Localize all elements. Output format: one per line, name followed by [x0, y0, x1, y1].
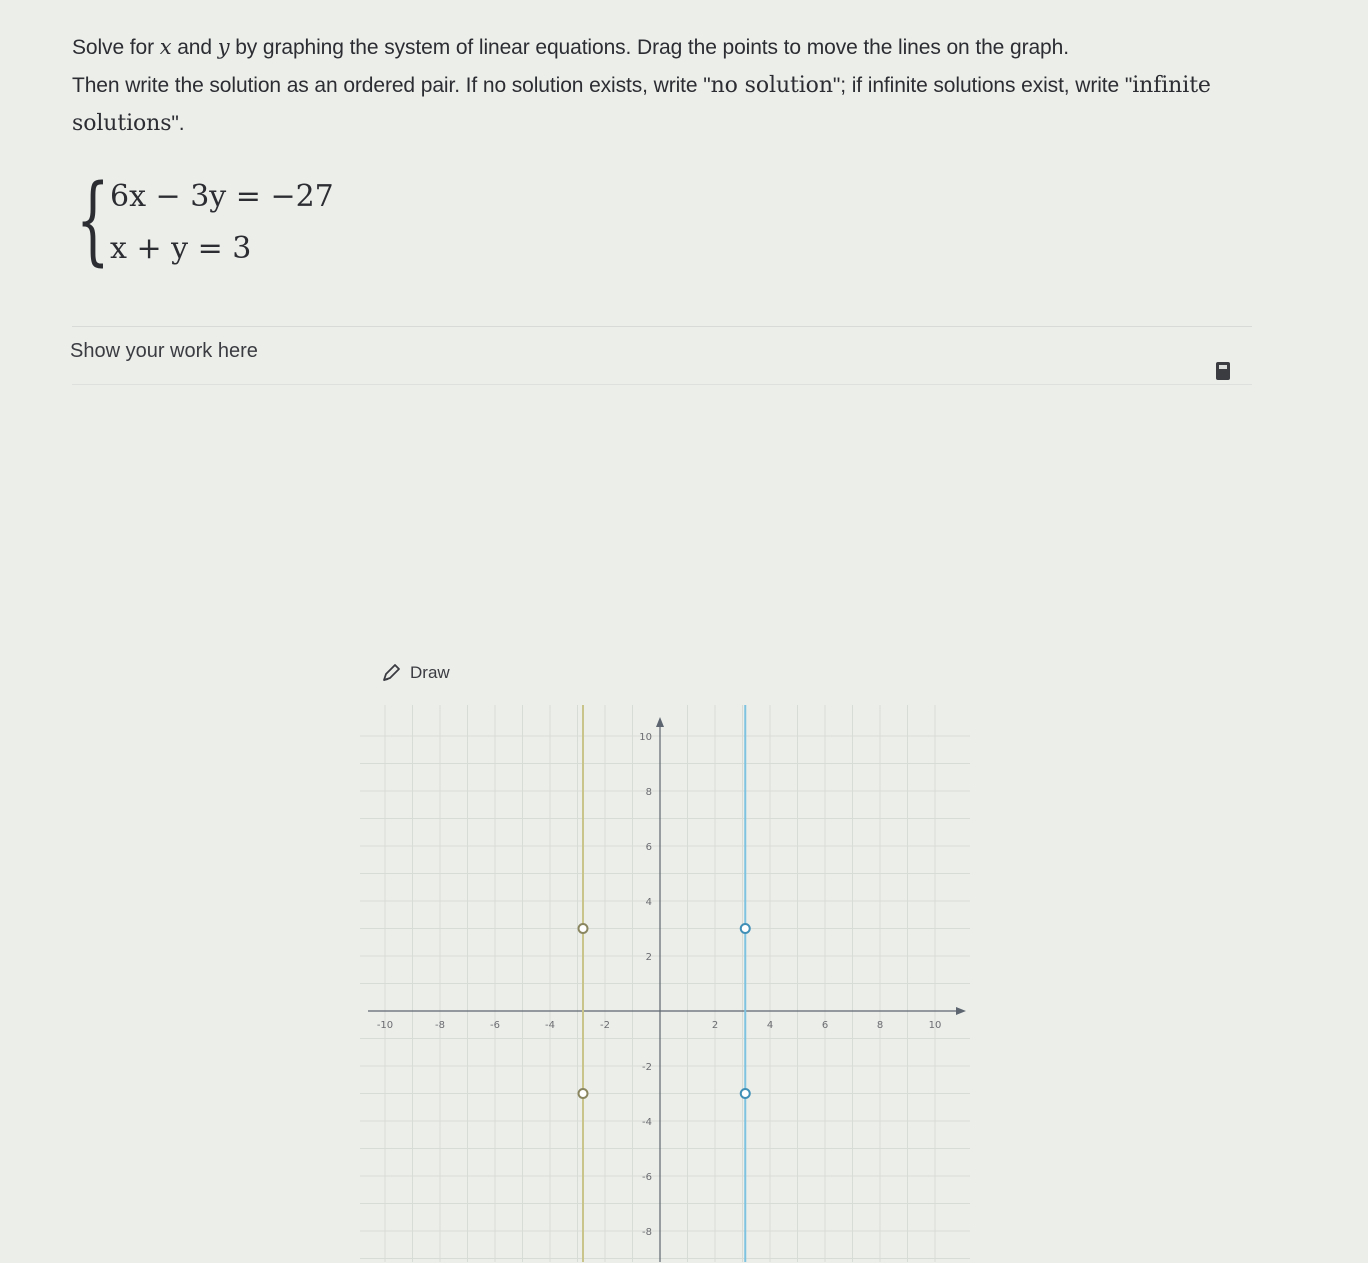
prompt-text: "; if infinite solutions exist, write " [832, 74, 1133, 97]
variable-x: x [159, 35, 172, 59]
x-tick-label: 2 [711, 1020, 719, 1031]
divider [72, 326, 1252, 327]
draw-label: Draw [410, 663, 450, 682]
x-tick-label: 8 [876, 1020, 884, 1031]
x-tick-label: -10 [376, 1020, 394, 1031]
y-tick-label: -6 [642, 1172, 652, 1183]
equation-list [110, 171, 334, 275]
x-axis-arrow [956, 1007, 966, 1015]
equation-system [76, 164, 334, 278]
prompt-text: and [171, 36, 218, 59]
drag-point-handle[interactable] [579, 924, 588, 933]
draw-button[interactable] [380, 658, 450, 688]
calculator-icon[interactable] [1216, 362, 1230, 380]
variable-y: y [217, 35, 230, 59]
prompt-line-1 [72, 28, 1252, 67]
x-tick-label: 4 [766, 1020, 774, 1031]
prompt-line-2 [72, 67, 1252, 143]
x-tick-label: -6 [490, 1020, 500, 1031]
drag-point-handle[interactable] [741, 924, 750, 933]
y-tick-label: -4 [642, 1117, 652, 1128]
drag-point-handle[interactable] [741, 1089, 750, 1098]
infinite-solutions-literal: infinite solutions [72, 73, 1211, 136]
y-tick-label: 6 [645, 842, 652, 853]
y-axis-arrow [656, 717, 664, 727]
x-tick-label: 6 [821, 1020, 829, 1031]
y-tick-label: -2 [642, 1062, 652, 1073]
x-tick-label: -8 [435, 1020, 445, 1031]
coordinate-graph[interactable] [360, 705, 970, 1262]
prompt-text: Solve for [72, 36, 160, 59]
graph-canvas[interactable] [360, 705, 970, 1262]
prompt-text: by graphing the system of linear equations. Drag the points to move the lines on the graph. [229, 36, 1069, 59]
x-tick-label: -4 [545, 1020, 555, 1031]
show-work-label: Show your work here [70, 340, 258, 362]
x-tick-label: -2 [600, 1020, 610, 1031]
equation-1: 6x − 3y = −27 [110, 179, 334, 214]
y-tick-label: -8 [642, 1227, 652, 1238]
y-tick-label: 4 [645, 897, 652, 908]
question-prompt [72, 28, 1252, 143]
y-tick-label: 8 [645, 787, 652, 798]
no-solution-literal: no solution [710, 73, 833, 98]
equation-2: x + y = 3 [110, 231, 252, 266]
x-tick-label: 10 [928, 1020, 942, 1031]
left-brace: { [76, 164, 110, 276]
y-tick-label: 10 [639, 732, 652, 743]
prompt-text: ". [171, 112, 185, 135]
pencil-icon [380, 662, 402, 684]
y-tick-label: 2 [645, 952, 652, 963]
prompt-text: Then write the solution as an ordered pair. If no solution exists, write " [72, 74, 711, 97]
drag-point-handle[interactable] [579, 1089, 588, 1098]
